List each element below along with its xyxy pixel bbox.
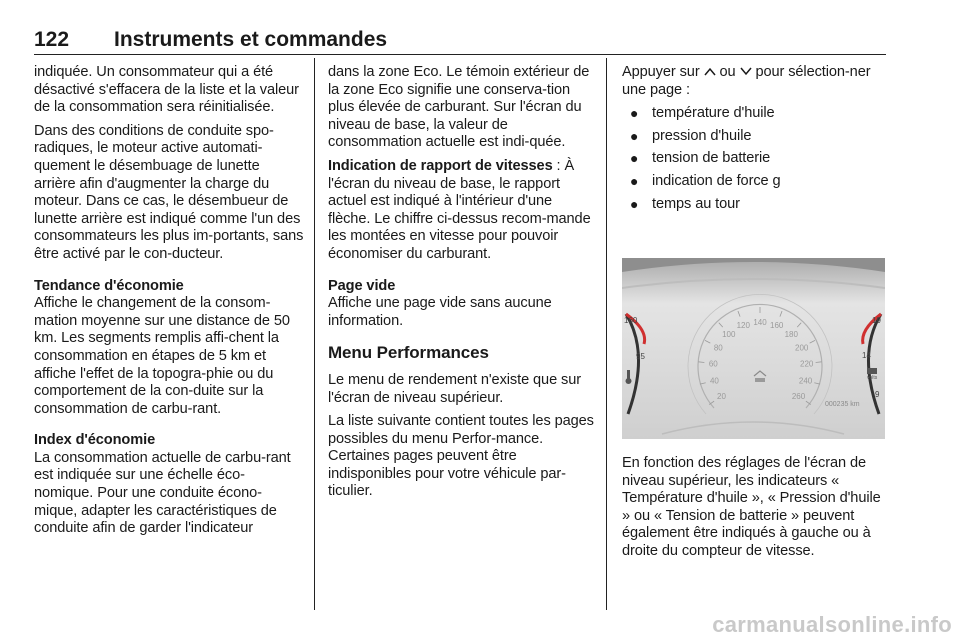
page-header [34,28,886,52]
list-item: ● indication de force g [630,172,781,189]
left-gauge-label: 95 [636,352,645,361]
column-1 [34,64,304,544]
paragraph-rapport [328,158,594,264]
speed-tick-label: 260 [791,391,806,401]
paragraph: Affiche le changement de la consom-mation moyenne sur une distance de 50 km. Les segments remplis affi-chent la consommation en étapes de 5 km et affiche l'effet de la topogra-phie ou du comportement de la con-duite sur la consommation de carbu-rant. [34,295,290,417]
bullet-list [622,105,888,213]
list-item-text: pression d'huile [652,127,752,144]
paragraph-intro [622,64,888,99]
header-rule [34,54,886,55]
list-item-text: temps au tour [652,195,740,212]
chevron-down-icon [740,67,752,76]
paragraph: Affiche une page vide sans aucune information. [328,295,552,329]
speed-tick-label: 100 [722,329,736,339]
page-title: Instruments et commandes [114,28,388,51]
section-heading-tendance: Tendance d'économie [34,277,184,294]
list-item: ● pression d'huile [630,127,752,144]
column-divider-2 [606,58,607,610]
right-gauge-label: 14 [862,351,871,360]
speed-tick-label: 120 [736,321,750,331]
column-2 [328,64,594,507]
right-gauge-unit: volts [867,375,878,381]
paragraph: En fonction des réglages de l'écran de niveau supérieur, les indicateurs « Température d'huile », « Pression d'huile » ou « Tension de batterie » peuvent également être indiqués à gauche ou à droite du compteur de vitesse. [622,455,881,559]
speed-tick-label: 240 [798,376,813,386]
chevron-up-icon [704,67,716,76]
speed-tick-label: 20 [717,391,726,401]
paragraph: Le menu de rendement n'existe que sur l'écran de niveau supérieur. [328,371,582,406]
speed-tick-label: 60 [708,359,718,369]
section-heading-index: Index d'économie [34,432,156,449]
instrument-cluster-figure [622,258,885,439]
list-item: ● tension de batterie [630,150,771,167]
section-heading-page-vide: Page vide [328,277,396,294]
list-item-text: température d'huile [652,105,775,122]
speed-tick-label: 40 [709,376,719,386]
right-gauge-label: 19 [872,316,881,325]
right-gauge-label: 9 [875,390,880,399]
speed-tick-label: 160 [770,321,784,331]
speed-tick-label: 200 [795,343,809,353]
paragraph: indiquée. Un consommateur qui a été désactivé s'effacera de la liste et la valeur de la consommation sera réinitialisée. [34,64,299,116]
speed-tick-label: 80 [713,343,723,353]
paragraph: La liste suivante contient toutes les pages possibles du menu Perfor-mance. Certaines pages peuvent être indisponibles pour votre véhicule par-ticulier. [328,413,594,500]
list-item: ● température d'huile [630,105,775,122]
battery-icon [867,368,877,374]
paragraph: Dans des conditions de conduite spo-radiques, le moteur active automati-quement le désembuage de lunette arrière afin d'augmenter la charge du moteur. Dans ce cas, le désembueur de lunette arrière est indiqué comme l'un des consommateurs les plus im-portants, sans être activé par le con-ducteur. [34,122,304,262]
term-text: : À l'écran du niveau de base, le rapport actuel est indiqué à l'intérieur d'une flèche. Le chiffre ci-dessus recom-mande les montées en vitesse pour pouvoir économiser du carburant. [328,157,591,262]
list-item-text: indication de force g [652,172,781,189]
list-item-text: tension de batterie [652,150,771,167]
footer-watermark: carmanualsonline.info [712,612,952,637]
term-label: Indication de rapport de vitesses [328,157,553,174]
column-divider-1 [314,58,315,610]
intro-text: Appuyer sur [622,64,704,80]
left-gauge-label: 160 [624,316,638,325]
paragraph: dans la zone Eco. Le témoin extérieur de la zone Eco signifie une conserva-tion plus élevée de carburant. Sur l'écran du niveau de base, la valeur de consommation actuelle est indi-quée. [328,64,590,151]
intro-text: ou [715,64,740,80]
instrument-cluster-illustration [622,258,885,439]
paragraph: La consommation actuelle de carbu-rant est indiquée sur une échelle éco-nomique. Pour une conduite écono-mique, adapter les caractéristiques de conduite afin de garder l'indicateur [34,449,291,537]
speed-tick-label: 180 [784,329,798,339]
page-number: 122 [34,28,70,51]
list-item: ● temps au tour [630,195,740,212]
speed-tick-label: 220 [800,359,814,369]
intro-text: pour sélection-ner une page : [622,64,871,98]
section-heading-menu-performances: Menu Performances [328,343,489,363]
odometer-readout: 000235 km [825,401,860,408]
speed-tick-label: 140 [753,318,767,327]
